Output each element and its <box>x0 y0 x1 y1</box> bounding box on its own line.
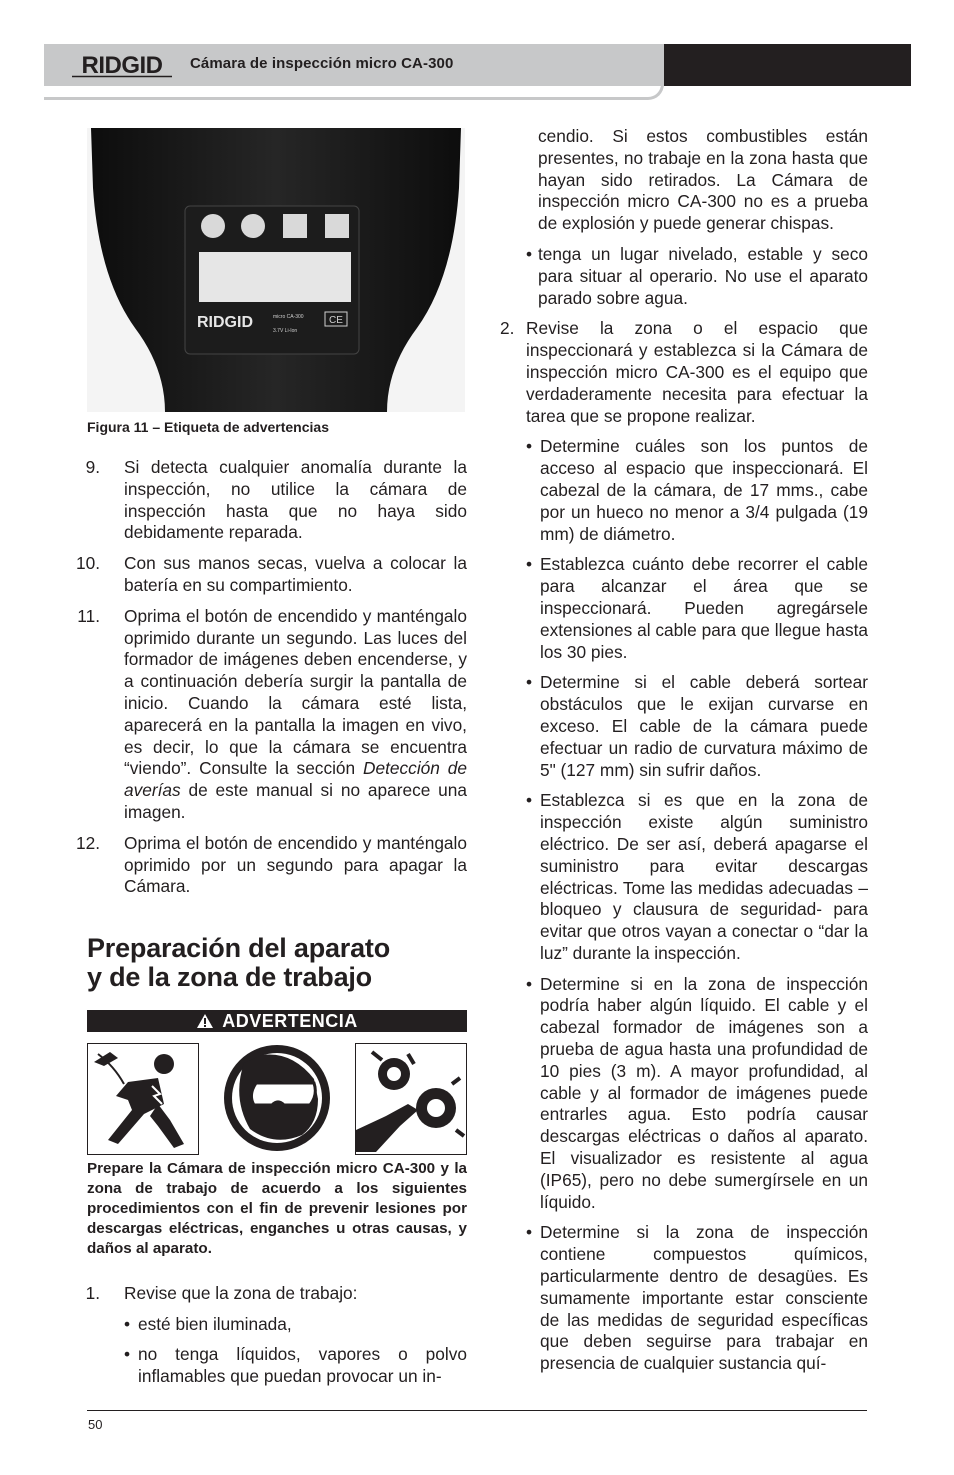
bullet-item <box>500 436 868 545</box>
list-item <box>500 318 868 427</box>
bullet-continuation <box>500 126 868 235</box>
svg-text:RIDGID: RIDGID <box>81 52 163 78</box>
list-text: Con sus manos secas, vuelva a colocar la batería en su compartimiento. <box>124 553 467 595</box>
list-text: Si detecta cualquier anomalía durante la inspección, no utilice la cámara de inspección hasta que no haya sido debidamente reparada. <box>124 457 467 543</box>
list-number: 9. <box>85 457 100 477</box>
section-heading-line: y de la zona de trabajo <box>87 962 372 993</box>
figure-caption: Figura 11 – Etiqueta de advertencias <box>87 419 329 435</box>
eye-protection-icon <box>222 1043 332 1153</box>
bullet-item <box>500 974 868 1214</box>
bullet-dot: • <box>526 243 533 264</box>
bullet-text: cendio. Si estos combustibles están presentes, no trabaje en la zona hasta que hayan sido retirados. La Cámara de inspección micro CA-300 no es a prueba de explosión y puede generar chispas. <box>538 126 868 234</box>
list-item <box>77 605 467 824</box>
bullet-dot: • <box>526 973 533 994</box>
bullet-text: no tenga líquidos, vapores o polvo inflamables que puedan provocar un in- <box>138 1343 467 1386</box>
section-heading-line: Preparación del aparato <box>87 933 391 964</box>
bullet-item <box>500 672 868 781</box>
page-number: 50 <box>88 1417 103 1432</box>
svg-text:CE: CE <box>329 315 343 326</box>
bullet-dot: • <box>526 436 533 457</box>
warning-text: Prepare la Cámara de inspección micro CA-300 y la zona de trabajo de acuerdo a los siguientes procedimientos con el fin de prevenir lesiones por descargas eléctricas, enganches u otras causas, y daños al aparato. <box>87 1160 467 1258</box>
warning-label: ADVERTENCIA <box>222 1010 358 1031</box>
list-text: Revise que la zona de trabajo: <box>124 1283 358 1304</box>
warning-banner <box>87 1010 467 1032</box>
ridgid-logo <box>70 52 174 78</box>
electric-shock-icon <box>87 1043 199 1155</box>
list-text: Revise la zona o el espacio que inspeccionará y establezca si la Cámara de inspección micro CA-300 es el equipo que verdaderamente necesita para efectuar la tarea que se propone realizar. <box>526 318 868 426</box>
entanglement-hazard-icon <box>355 1043 467 1155</box>
bullet-dot: • <box>526 672 533 693</box>
bullet-item <box>500 1222 868 1375</box>
bullet-text: Determine si en la zona de inspección podría haber algún líquido. El cable y el cabezal formador de imágenes son a prueba de agua hasta una profundidad de 10 pies (3 m). A mayor profundidad, al cable y al formador de imágenes puede entrarles agua. Esto podría causar descargas eléctricas o daños al aparato. El visualizador es resistente al agua (IP65), pero no debe sumergírsele en un líquido. <box>540 973 868 1212</box>
bullet-text: Determine si el cable deberá sortear obstáculos que le exijan curvarse en exceso. El cable de la cámara puede efectuar un radio de curvatura máximo de 5" (127 mm) sin sufrir daños. <box>540 672 868 780</box>
list-item <box>87 457 467 544</box>
footer-rule <box>87 1410 867 1411</box>
svg-text:RIDGID: RIDGID <box>197 314 253 331</box>
warning-label-photo <box>87 128 465 412</box>
left-column <box>75 128 467 1387</box>
list-number: 12. <box>75 832 100 853</box>
list-item <box>75 832 467 898</box>
header-dark-block <box>664 44 911 86</box>
header-curve <box>44 84 664 100</box>
svg-text:micro CA-300: micro CA-300 <box>273 314 304 320</box>
bullet-item <box>500 790 868 964</box>
bullet-dot: • <box>526 554 533 575</box>
list-item <box>87 1283 467 1305</box>
bullet-text: Determine cuáles son los puntos de acceso al espacio que inspeccionará. El cabezal de la cámara, de 17 mms., cabe por un hueco no menor a 3/4 pulgada (19 mm) de diámetro. <box>540 436 868 544</box>
work-area-checklist <box>87 1283 467 1387</box>
bullet-item <box>87 1344 467 1388</box>
list-text <box>124 606 467 824</box>
bullet-text: tenga un lugar nivelado, estable y seco para situar al operario. No use el aparato parado sobre agua. <box>538 243 868 308</box>
bullet-text: Establezca cuánto debe recorrer el cable para alcanzar el área que se inspeccionará. Pueden agregársele extensiones al cable para que llegue hasta los 30 pies. <box>540 554 868 662</box>
list-text-part: de este manual si no aparece una imagen. <box>124 780 467 822</box>
list-item <box>75 553 467 597</box>
list-text: Oprima el botón de encendido y manténgalo oprimido por un segundo para apagar la Cámara. <box>124 832 467 897</box>
svg-text:3.7V Li-Ion: 3.7V Li-Ion <box>273 328 298 334</box>
bullet-dot: • <box>526 1222 533 1243</box>
header-title: Cámara de inspección micro CA-300 <box>190 55 454 72</box>
numbered-list <box>75 457 467 898</box>
bullet-item <box>87 1314 467 1336</box>
bullet-text: Determine si la zona de inspección contiene compuestos químicos, particularmente dentro de desagües. Es sumamente importante estar consciente de las medidas de seguridad específicas que deben seguirse para trabajar en presencia de cualquier sustancia quí- <box>540 1222 868 1374</box>
figure-photo <box>87 128 465 412</box>
bullet-dot: • <box>124 1313 131 1334</box>
bullet-text: Establezca si es que en la zona de inspección existe algún suministro eléctrico. De ser así, deberá apagarse el suministro para evitar descargas eléctricas. Tome las medidas adecuadas –bloqueo y clausura de seguridad- para evitar que otros vayan a conectar o “dar la luz” durante la inspección. <box>540 790 868 963</box>
bullet-dot: • <box>526 790 533 811</box>
bullet-item <box>500 554 868 663</box>
bullet-item <box>500 244 868 309</box>
right-column <box>500 126 868 1384</box>
safety-icons <box>87 1043 467 1155</box>
list-number: 2. <box>500 318 515 339</box>
list-text-part: Oprima el botón de encendido y manténgalo oprimido durante un segundo. Las luces del formador de imágenes deben encenderse, y a continuación debería surgir la pantalla de inicio. Cuando la cámara esté lista, aparecerá en la pantalla la imagen en vivo, es decir, lo que la cámara se encuentra “viendo”. Consulte la sección <box>124 605 467 779</box>
bullet-dot: • <box>124 1343 131 1364</box>
list-number: 11. <box>77 605 100 626</box>
list-number: 1. <box>85 1283 100 1304</box>
warning-triangle-icon <box>196 1013 214 1029</box>
manual-section-reference: Detección de averías <box>124 758 467 801</box>
bullet-text: esté bien iluminada, <box>138 1313 292 1334</box>
section-heading <box>87 934 467 992</box>
list-number: 10. <box>75 553 100 574</box>
